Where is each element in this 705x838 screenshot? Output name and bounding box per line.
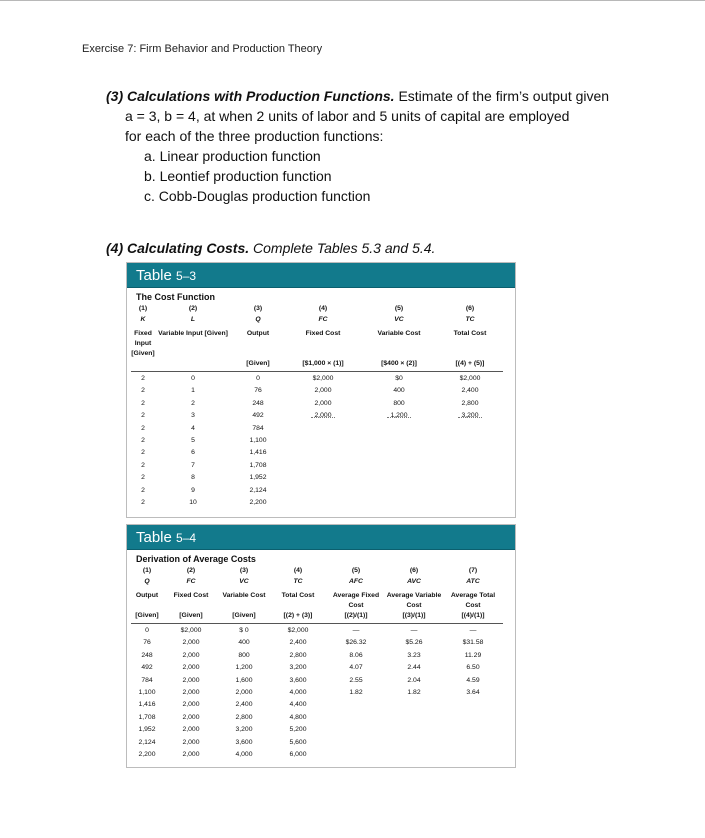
table-cell: 492 xyxy=(141,664,153,672)
table-cell: 2,400 xyxy=(461,387,479,395)
table-cell: 2 xyxy=(141,412,145,420)
table-cell: 1,200 xyxy=(235,664,253,672)
col-formula: [$1,000 × (1)] xyxy=(302,360,344,367)
table-cell: 1.82 xyxy=(349,689,363,697)
col-formula xyxy=(131,359,155,369)
col-symbol: VC xyxy=(239,578,249,585)
table-cell: 1,416 xyxy=(249,449,267,457)
table-cell: 2,000 xyxy=(182,639,200,647)
table-cell: 2,000 xyxy=(182,751,200,759)
page-header: Exercise 7: Firm Behavior and Production Theory xyxy=(82,43,323,55)
col-name: Fixed Input [Given] xyxy=(131,330,155,357)
table-cell: 1,416 xyxy=(138,701,156,709)
table-cell: 2,000 xyxy=(182,676,200,684)
table-cell: 2,200 xyxy=(249,499,267,507)
table-cell: 5,200 xyxy=(289,726,307,734)
table-cell: 2 xyxy=(141,424,145,432)
table-cell: 2 xyxy=(141,399,145,407)
table-cell: 2,400 xyxy=(289,639,307,647)
table-cell: 3,200 xyxy=(235,726,253,734)
table-cell: 1,952 xyxy=(138,726,156,734)
q3-line3: for each of the three production functions: xyxy=(125,128,384,144)
table-cell xyxy=(385,699,443,711)
table-cell: 11.29 xyxy=(464,651,482,659)
table-cell xyxy=(327,712,385,724)
table-cell: — xyxy=(352,627,360,634)
table-cell xyxy=(361,447,437,459)
table-cell xyxy=(385,749,443,761)
col-name: Variable Cost xyxy=(222,592,266,599)
col-name: Total Cost xyxy=(453,330,487,337)
question-4 xyxy=(106,240,435,256)
table-5-4-titlebar xyxy=(127,525,515,550)
col-symbol: AVC xyxy=(407,578,421,585)
question-3 xyxy=(106,86,666,206)
table-cell: $2,000 xyxy=(459,375,481,382)
table-cell xyxy=(285,485,361,497)
table-cell: 2,800 xyxy=(461,399,479,407)
col-name: Variable Input [Given] xyxy=(158,330,228,337)
col-number: (2) xyxy=(188,305,198,312)
table-cell: $2,000 xyxy=(312,375,334,382)
col-number: (6) xyxy=(465,305,475,312)
table-cell xyxy=(437,435,503,447)
col-formula: [$400 × (2)] xyxy=(381,360,417,367)
table-cell: 3 xyxy=(191,412,195,420)
table-cell: 784 xyxy=(252,424,264,432)
q3-item: a. Linear production function xyxy=(144,148,321,164)
col-formula: [(4)/(1)] xyxy=(461,612,485,619)
table-cell: 400 xyxy=(238,639,250,647)
col-number: (5) xyxy=(351,567,361,574)
table-cell xyxy=(361,472,437,484)
table-cell xyxy=(443,724,503,736)
table-cell: 2 xyxy=(141,461,145,469)
table-cell xyxy=(443,712,503,724)
table-cell xyxy=(443,737,503,749)
table-cell: 0 xyxy=(145,627,149,634)
q3-line1: Estimate of the firm’s output given xyxy=(398,88,610,104)
table-cell: 76 xyxy=(254,387,262,395)
table-cell xyxy=(437,460,503,472)
col-symbol: VC xyxy=(394,316,404,323)
table-cell xyxy=(437,423,503,435)
col-name: Average Fixed Cost xyxy=(332,592,380,609)
table-5-3-title: Table xyxy=(136,267,172,284)
table-cell: 2,000 xyxy=(182,701,200,709)
col-name: Total Cost xyxy=(281,592,315,599)
col-symbol: TC xyxy=(465,316,475,323)
table-cell: — xyxy=(469,627,477,634)
table-cell: $ 0 xyxy=(239,627,249,634)
table-cell xyxy=(285,423,361,435)
q3-list xyxy=(106,146,666,206)
table-cell: 2,000 xyxy=(182,726,200,734)
table-cell: 1,100 xyxy=(249,437,267,445)
table-cell: 2 xyxy=(141,474,145,482)
col-number: (3) xyxy=(239,567,249,574)
table-cell xyxy=(327,749,385,761)
table-cell xyxy=(385,712,443,724)
table-cell: 4,800 xyxy=(289,713,307,721)
table-5-3-subtitle: The Cost Function xyxy=(136,292,215,302)
table-cell: 2,000 xyxy=(182,713,200,721)
col-symbol: Q xyxy=(144,578,150,585)
col-formula: [Given] xyxy=(246,360,270,367)
col-symbol: L xyxy=(190,316,196,323)
col-name: Output xyxy=(246,330,270,337)
table-cell: 2 xyxy=(141,486,145,494)
table-cell xyxy=(327,737,385,749)
table-cell: 1.82 xyxy=(407,689,421,697)
table-cell: 2 xyxy=(141,387,145,395)
col-formula: [(2) + (3)] xyxy=(283,612,313,619)
top-border xyxy=(0,0,705,1)
blank-line xyxy=(311,417,335,419)
table-cell: 8.06 xyxy=(349,651,363,659)
table-cell xyxy=(285,472,361,484)
table-5-3-grid xyxy=(127,304,515,517)
table-cell: 2 xyxy=(141,375,145,382)
table-5-4-grid xyxy=(127,566,515,767)
table-cell: 2,800 xyxy=(289,651,307,659)
table-cell: 2,124 xyxy=(138,738,156,746)
col-formula: [Given] xyxy=(179,612,203,619)
table-cell xyxy=(361,423,437,435)
table-cell xyxy=(327,699,385,711)
col-number: (6) xyxy=(409,567,419,574)
table-cell: 5,600 xyxy=(289,738,307,746)
col-symbol: ATC xyxy=(466,578,480,585)
table-cell: 3.23 xyxy=(407,651,421,659)
table-cell: 800 xyxy=(238,651,250,659)
table-cell: 2,800 xyxy=(235,713,253,721)
table-cell: 2,000 xyxy=(314,412,332,420)
q3-item: c. Cobb-Douglas production function xyxy=(144,188,371,204)
table-cell: 3,200 xyxy=(461,412,479,420)
table-cell: 4,000 xyxy=(289,689,307,697)
table-cell: $2,000 xyxy=(287,627,309,634)
header-divider xyxy=(131,623,503,624)
header-divider xyxy=(131,371,503,372)
table-cell: 4,000 xyxy=(235,751,253,759)
table-5-3 xyxy=(126,262,516,518)
col-name: Fixed Cost xyxy=(173,592,209,599)
col-number: (7) xyxy=(468,567,478,574)
table-cell: 6 xyxy=(191,449,195,457)
table-cell: 2 xyxy=(141,437,145,445)
table-cell: 2,200 xyxy=(138,751,156,759)
table-cell: 2 xyxy=(191,399,195,407)
table-cell: 7 xyxy=(191,461,195,469)
table-cell xyxy=(437,447,503,459)
table-cell: 248 xyxy=(141,651,153,659)
table-cell: 2,000 xyxy=(182,689,200,697)
blank-line xyxy=(458,417,482,419)
table-cell: 6.50 xyxy=(466,664,480,672)
q3-line2 xyxy=(106,106,666,126)
col-formula: [Given] xyxy=(135,612,159,619)
col-formula: [(4) + (5)] xyxy=(455,360,485,367)
table-cell xyxy=(385,737,443,749)
table-cell: 2 xyxy=(141,449,145,457)
q3-item: b. Leontief production function xyxy=(144,168,332,184)
table-cell: 1,100 xyxy=(138,689,156,697)
col-symbol: FC xyxy=(318,316,328,323)
col-formula xyxy=(155,359,231,369)
table-cell: 8 xyxy=(191,474,195,482)
table-5-3-titlebar xyxy=(127,263,515,288)
table-cell: 1,708 xyxy=(138,713,156,721)
table-cell xyxy=(285,447,361,459)
table-cell: 1 xyxy=(191,387,195,395)
table-cell: 2,000 xyxy=(182,651,200,659)
col-symbol: K xyxy=(140,316,146,323)
table-cell: 2,000 xyxy=(182,738,200,746)
table-cell: $0 xyxy=(395,375,403,382)
col-name: Average Total Cost xyxy=(450,592,496,609)
table-cell xyxy=(361,497,437,509)
col-formula: [Given] xyxy=(232,612,256,619)
table-cell: 10 xyxy=(189,499,197,507)
table-cell: 76 xyxy=(143,639,151,647)
table-cell xyxy=(285,497,361,509)
table-cell xyxy=(437,497,503,509)
table-cell: 1,952 xyxy=(249,474,267,482)
table-cell: 0 xyxy=(256,375,260,382)
table-5-4-subtitle: Derivation of Average Costs xyxy=(136,554,256,564)
table-cell: 800 xyxy=(393,399,405,407)
table-cell xyxy=(327,724,385,736)
col-number: (1) xyxy=(142,567,152,574)
col-name: Variable Cost xyxy=(377,330,421,337)
col-symbol: Q xyxy=(255,316,261,323)
table-cell: 2.55 xyxy=(349,676,363,684)
q3-line2-text: a = 3, b = 4, at when 2 units of labor and 5 units of capital are employed xyxy=(125,108,570,124)
table-cell: 784 xyxy=(141,676,153,684)
q4-text: Complete Tables 5.3 and 5.4. xyxy=(253,240,436,256)
table-cell: 1,600 xyxy=(235,676,253,684)
col-number: (1) xyxy=(138,305,148,312)
table-cell: $31.58 xyxy=(462,639,484,647)
table-cell xyxy=(361,435,437,447)
table-cell: 248 xyxy=(252,399,264,407)
table-5-4 xyxy=(126,524,516,768)
col-number: (4) xyxy=(293,567,303,574)
table-cell: 2,400 xyxy=(235,701,253,709)
table-cell: 9 xyxy=(191,486,195,494)
table-5-4-title: Table xyxy=(136,529,172,546)
col-symbol: FC xyxy=(186,578,196,585)
table-cell xyxy=(437,472,503,484)
table-cell: 3.64 xyxy=(466,689,480,697)
table-cell: 5 xyxy=(191,437,195,445)
table-cell xyxy=(285,435,361,447)
table-cell: 2,000 xyxy=(314,387,332,395)
col-name: Fixed Cost xyxy=(305,330,341,337)
blank-line xyxy=(387,417,411,419)
table-cell: 6,000 xyxy=(289,751,307,759)
table-cell: 4.59 xyxy=(466,676,480,684)
table-cell: 2,000 xyxy=(314,399,332,407)
table-cell: 2,000 xyxy=(182,664,200,672)
col-number: (5) xyxy=(394,305,404,312)
table-cell: 2.04 xyxy=(407,676,421,684)
table-cell: 4 xyxy=(191,424,195,432)
table-cell: 400 xyxy=(393,387,405,395)
col-symbol: TC xyxy=(293,578,303,585)
table-cell: 4.07 xyxy=(349,664,363,672)
col-name: Output xyxy=(135,592,159,599)
col-symbol: AFC xyxy=(349,578,363,585)
col-number: (2) xyxy=(186,567,196,574)
table-cell: $5.26 xyxy=(405,639,423,647)
table-cell: 0 xyxy=(191,375,195,382)
table-cell: 4,400 xyxy=(289,701,307,709)
col-number: (3) xyxy=(253,305,263,312)
table-cell: — xyxy=(410,627,418,634)
table-cell: 2,124 xyxy=(249,486,267,494)
table-cell xyxy=(443,749,503,761)
table-cell: 2,000 xyxy=(235,689,253,697)
q4-title: (4) Calculating Costs. xyxy=(106,240,250,256)
table-5-4-number: 5–4 xyxy=(176,531,197,545)
table-cell: $2,000 xyxy=(180,627,202,634)
table-cell xyxy=(385,724,443,736)
col-formula: [(3)/(1)] xyxy=(402,612,426,619)
table-cell: 1,200 xyxy=(390,412,408,420)
table-cell: 3,600 xyxy=(235,738,253,746)
q3-title: (3) Calculations with Production Functions. xyxy=(106,88,395,104)
table-cell: 492 xyxy=(252,412,264,420)
table-cell xyxy=(361,485,437,497)
col-formula: [(2)/(1)] xyxy=(344,612,368,619)
table-cell: 3,600 xyxy=(289,676,307,684)
table-cell xyxy=(361,460,437,472)
table-cell xyxy=(443,699,503,711)
table-cell: 3,200 xyxy=(289,664,307,672)
table-cell: $26.32 xyxy=(345,639,367,647)
table-cell: 2.44 xyxy=(407,664,421,672)
table-5-3-number: 5–3 xyxy=(176,269,197,283)
table-cell xyxy=(437,485,503,497)
table-cell: 2 xyxy=(141,499,145,507)
table-cell xyxy=(285,460,361,472)
table-cell: 1,708 xyxy=(249,461,267,469)
col-name: Average Variable Cost xyxy=(386,592,442,609)
col-number: (4) xyxy=(318,305,328,312)
